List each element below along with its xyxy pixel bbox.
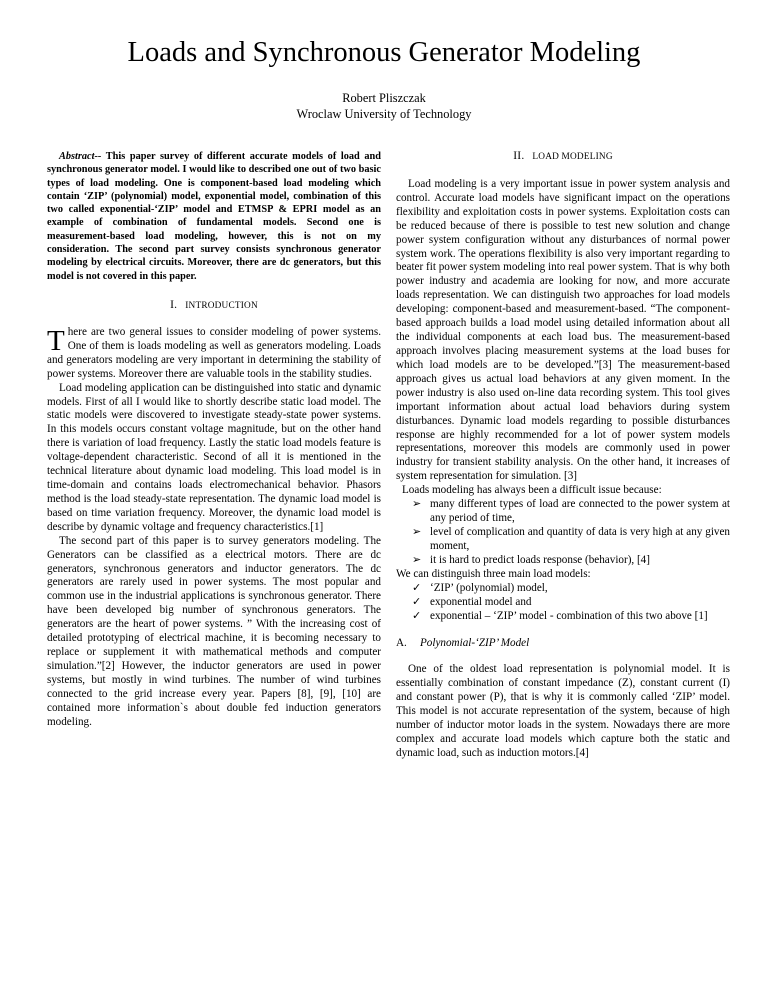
- arrow-bullet-icon: ➢: [412, 525, 422, 538]
- list-item: [408, 596, 730, 610]
- arrow-bullet-icon: ➢: [412, 553, 422, 566]
- checkmark-icon: ✓: [412, 609, 422, 622]
- section-number: II.: [513, 150, 525, 162]
- arrow-bullet-icon: ➢: [412, 498, 422, 511]
- list-item-text: exponential model and: [430, 595, 532, 608]
- section-title: LOAD MODELING: [532, 152, 613, 162]
- abstract: [47, 150, 381, 283]
- zip-paragraph-1: One of the oldest load representation is polynomial model. It is essentially combination of constant impedance (Z), constant current (I) and constant power (P), that is why it is commonly called ‘ZIP’ model. This model is not accurate representation of the system, because of high number of inductor motor loads in the system. Nowadays there are more complex and accurate load models which capture both the static and dynamic load, such as induction motors.[4]: [396, 663, 730, 759]
- checkmark-icon: ✓: [412, 581, 422, 594]
- intro-paragraph-1-text: here are two general issues to consider modeling of power systems. One of them is loads modeling as well as generators modeling. Loads and generators modeling are very important in determining the stability of power systems. Moreover there are valuable tools in the stability studies.: [47, 325, 381, 380]
- difficult-intro: Loads modeling has always been a difficult issue because:: [402, 484, 662, 497]
- section-number: I.: [170, 298, 178, 311]
- left-column: [47, 150, 381, 730]
- models-intro: We can distinguish three main load models:: [396, 567, 591, 580]
- intro-paragraph-2: Load modeling application can be distinguished into static and dynamic models. First of all I would like to shortly describe static load model. The static models were discovered to investigate steady-state power systems. In this models occurs constant voltage magnitude, but on the other hand there is variation of load frequency. Lastly the static load models feature is voltage-dependent characteristic. Second of all it is mentioned in the technical literature about dynamic load modeling. This load model is in time-domain and contains loads electromechanical behavior. Phasors method is the load steady-state representation. The dynamic load model is based on time variation frequency. Moreover, the dynamic load model is describe by dynamic voltage and frequency characteristics.[1]: [47, 381, 381, 533]
- list-item-text: level of complication and quantity of data is very high at any given moment,: [430, 525, 730, 552]
- list-item: [408, 526, 730, 554]
- abstract-text: This paper survey of different accurate models of load and synchronous generator model. I would like to described one out of two basic types of load modeling. One is component-based load modeling which contain ‘ZIP’ (polynomial) model, exponential model, combination of this two called exponential-‘ZIP’ model and ETMSP & EPRI model as an example of combination of fundamental models. Second one is measurement-based load modeling, however, this is not on my consideration. The second part survey consists synchronous generator modeling by electrical circuits. Moreover, there are dc generators, but this model is not covered in this paper.: [47, 151, 381, 282]
- paper-title: Loads and Synchronous Generator Modeling: [127, 37, 641, 68]
- author-affiliation: Wroclaw University of Technology: [296, 107, 472, 121]
- abstract-label: Abstract--: [59, 151, 102, 162]
- author-name: Robert Pliszczak: [342, 91, 426, 105]
- list-item-text: it is hard to predict loads response (behavior), [4]: [430, 553, 650, 566]
- list-item: [408, 498, 730, 526]
- subsection-letter: A.: [396, 637, 407, 650]
- subsection-heading-zip-model: [396, 637, 730, 651]
- list-item: [408, 554, 730, 568]
- section-heading-load-modeling: [396, 150, 730, 165]
- list-item-text: exponential – ‘ZIP’ model - combination of this two above [1]: [430, 609, 708, 622]
- section-heading-introduction: [47, 299, 381, 314]
- intro-paragraph-3: The second part of this paper is to survey generators modeling. The Generators can be classified as a electrical motors. There are dc generators, synchronous generators and inductor generators. The dc generators are rarely used in power systems. The most popular and common use in the industrial applications is synchronous generator. There have been developed big number of synchronous generators. The generators are the heart of power systems. ” With the increasing cost of detailed prototyping of electrical machine, it is becoming necessary to replace or supplement it with mathematical methods and computer simulation.”[2] However, the inductor generators are used in power systems, but mostly in wind turbines. The number of wind turbines connected to the grid increase every year. Papers [8], [9], [10] are contained more information`s about double fed induction generators modeling.: [47, 534, 381, 728]
- list-item: [408, 610, 730, 624]
- models-list: [396, 582, 730, 624]
- list-item-text: many different types of load are connected to the power system at any period of time,: [430, 498, 730, 525]
- difficult-list: [396, 498, 730, 568]
- drop-cap: T: [47, 324, 65, 357]
- section-title: INTRODUCTION: [185, 300, 258, 311]
- list-item: [408, 582, 730, 596]
- list-item-text: ‘ZIP’ (polynomial) model,: [430, 581, 548, 594]
- intro-paragraph-1: [47, 326, 381, 382]
- subsection-title: Polynomial-‘ZIP’ Model: [420, 637, 530, 650]
- checkmark-icon: ✓: [412, 595, 422, 608]
- right-column: [396, 150, 730, 761]
- load-paragraph-1: Load modeling is a very important issue in power system analysis and control. Accurate load models have significant impact on the operations flexibility and exploitation costs in power systems. Exploitation costs can be reduced because of there is possible to test new solution and change power system configuration without any disturbances of normal power system work. The operations flexibility is also very important regarding to beater fit power system modeling into real power system. That is why both power industry and academia are looking for now, and more accurate loads representation. We can distinguish two approaches for load models developing: component-based and measurement-based. “The component-based approach builds a load model using detailed information about all the individual components at each load bus. The measurement-based approach involves placing measurement systems at the load buses for which load models are to be developed.”[3] The measurement-based approach gives us actual load behaviors at any given moment. In the power industry is also used on-line data recording system. This tool gives important information about actual load behaviors during system disturbances. Dynamic load models regarding to possible disturbances response are highly recommended for a lot of power system models representations, moreover this models are commonly used in power industry for transient stability analysis. On the other hand, it increases of system representation for simulation. [3]: [396, 177, 730, 483]
